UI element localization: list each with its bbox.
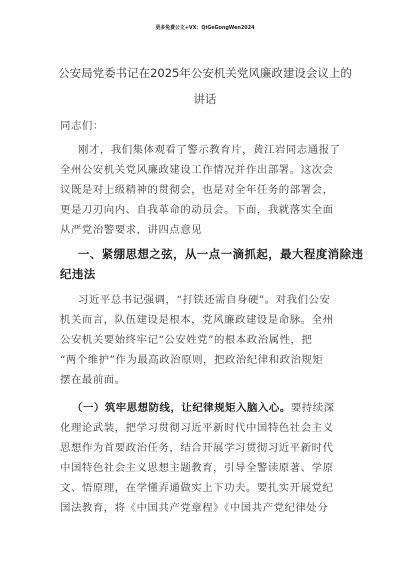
paragraph-2-line: “两个维护”作为最高政治原则，把政治纪律和政治规矩 <box>60 354 324 366</box>
paragraph-2-line: 公安机关要始终牢记“公安姓党”的根本政治属性，把 <box>60 334 313 346</box>
paragraph-3-line: 思想作为首要政治任务，结合开展学习贯彻习近平新时代 <box>60 442 334 454</box>
paragraph-1-line: 全州公安机关党风廉政建设工作情况并作出部署。这次会 <box>60 164 334 176</box>
paragraph-2-line: 机关而言，队伍建设是根本，党风廉政建设是命脉。全州 <box>60 314 334 326</box>
subheading-1: （一）筑牢思想防线，让纪律规矩入脑入心。 <box>72 402 291 414</box>
paragraph-1-line: 更是刀刃向内、自我革命的动员会。下面，我就落实全面 <box>60 204 334 216</box>
paragraph-3-line: 化理论武装，把学习贯彻习近平新时代中国特色社会主义 <box>60 422 334 434</box>
document-title-line-2: 讲话 <box>193 92 217 106</box>
paragraph-3-line: 文、悟原理，在学懂弄通做实上下功夫。要扎实开展党纪 <box>60 482 334 494</box>
document-title-line-1: 公安局党委书记在2025年公安机关党风廉政建设会议上的 <box>58 66 352 80</box>
paragraph-3-line: 中国特色社会主义思想主题教育，引导全警读原著、学原 <box>60 462 334 474</box>
section-heading-1-line: 纪违法 <box>60 267 96 281</box>
paragraph-2-line: 摆在最前面。 <box>60 374 126 386</box>
paragraph-3-first-line <box>72 400 335 417</box>
paragraph-1-line: 议既是对上级精神的贯彻会，也是对全年任务的部署会， <box>60 184 334 196</box>
section-heading-1-line: 一、紧绷思想之弦，从一点一滴抓起，最大程度消除违 <box>78 247 364 261</box>
paragraph-3-line: 国法教育，将《中国共产党章程》《中国共产党纪律处分 <box>60 502 329 514</box>
paragraph-3-first-rest: 要持续深 <box>290 402 335 414</box>
paragraph-1-line: 从严党治警要求，讲四点意见 <box>60 224 203 236</box>
paragraph-2-line: 习近平总书记强调，“打铁还需自身硬”。对我们公安 <box>78 294 331 306</box>
greeting: 同志们： <box>60 120 104 132</box>
paragraph-1-line: 刚才，我们集体观看了警示教育片，黄江岩同志通报了 <box>78 144 341 156</box>
promo-header: 更多免费公文+VX：QiGeGongWen2024 <box>155 25 255 31</box>
